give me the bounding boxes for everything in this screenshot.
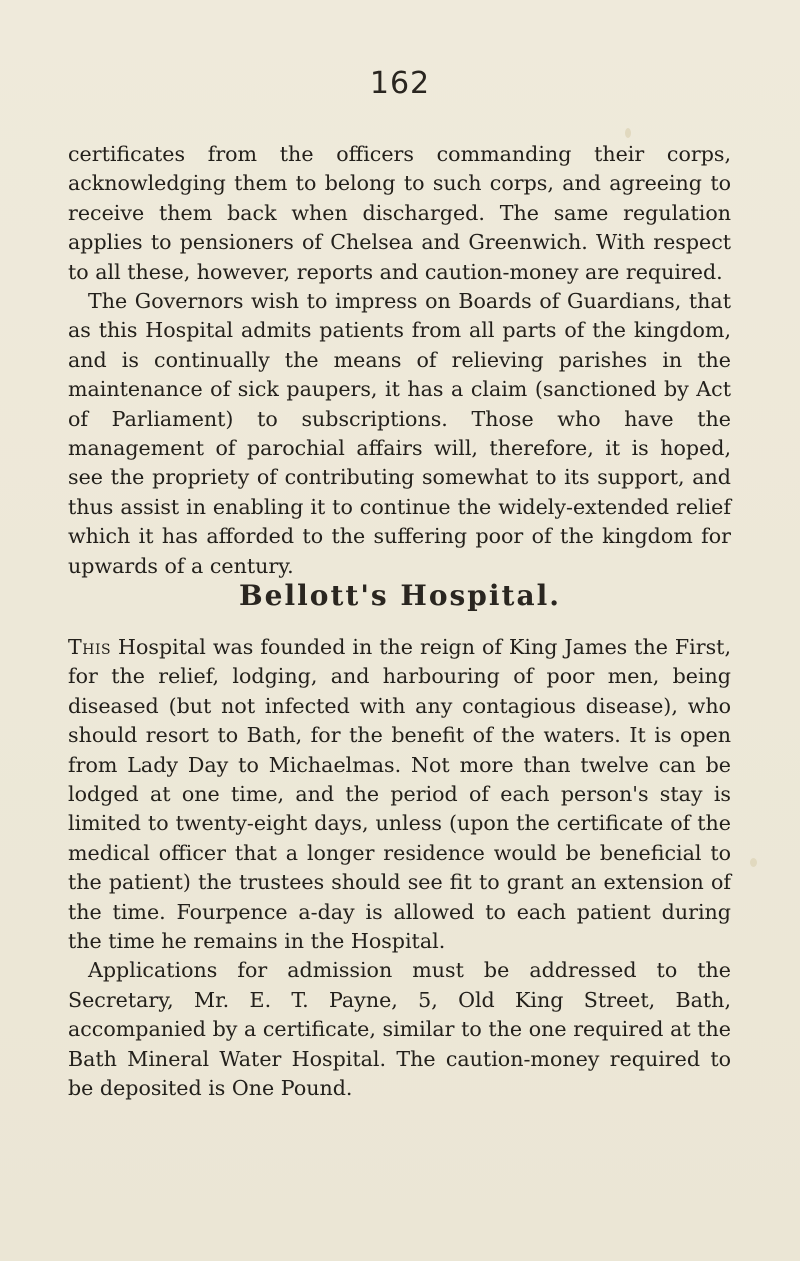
paragraph-lead-word: This: [68, 635, 112, 659]
paragraph-continuation: certificates from the officers commanding their corps, acknowledging them to belong to such corps, and agreeing to receive them back when discharged. The same regulation applies to pensioners of Chelsea and Greenwich. With respect to all these, however, reports and caution-money are required.: [68, 142, 731, 284]
paragraph-hospital-founding: [68, 633, 731, 956]
paragraph-governors: The Governors wish to impress on Boards of Guardians, that as this Hospital admits patients from all parts of the kingdom, and is continually the means of relieving parishes in the maintenance of sick paupers, it has a claim (sanctioned by Act of Parliament) to subscriptions. Those who have the management of parochial affairs will, therefore, it is hoped, see the propriety of contributing somewhat to its support, and thus assist in enabling it to continue the widely-extended relief which it has afforded to the suffering poor of the kingdom for upwards of a century.: [68, 289, 731, 578]
paper-speck: [750, 858, 757, 867]
body-text-top: [68, 140, 731, 581]
paragraph-applications: Applications for admission must be addressed to the Secretary, Mr. E. T. Payne, 5, Old King Street, Bath, accompanied by a certificate, similar to the one required at the Bath Mineral Water Hospital. The caution-money required to be deposited is One Pound.: [68, 958, 731, 1101]
paper-speck: [625, 128, 631, 138]
body-text-section: [68, 633, 731, 1104]
page-number: 162: [369, 66, 431, 101]
paragraph-hospital-founding-text: Hospital was founded in the reign of King James the First, for the relief, lodging, and harbouring of poor men, being diseased (but not infected with any contagious disease), who should resort to Bath, for the benefit of the waters. It is open from Lady Day to Michaelmas. Not more than twelve can be lodged at one time, and the period of each person's stay is limited to twenty-eight days, unless (upon the certificate of the medical officer that a longer residence would be beneficial to the patient) the trustees should see fit to grant an extension of the time. Fourpence a-day is allowed to each patient during the time he remains in the Hospital.: [68, 635, 731, 954]
section-heading: Bellott's Hospital.: [239, 579, 561, 612]
